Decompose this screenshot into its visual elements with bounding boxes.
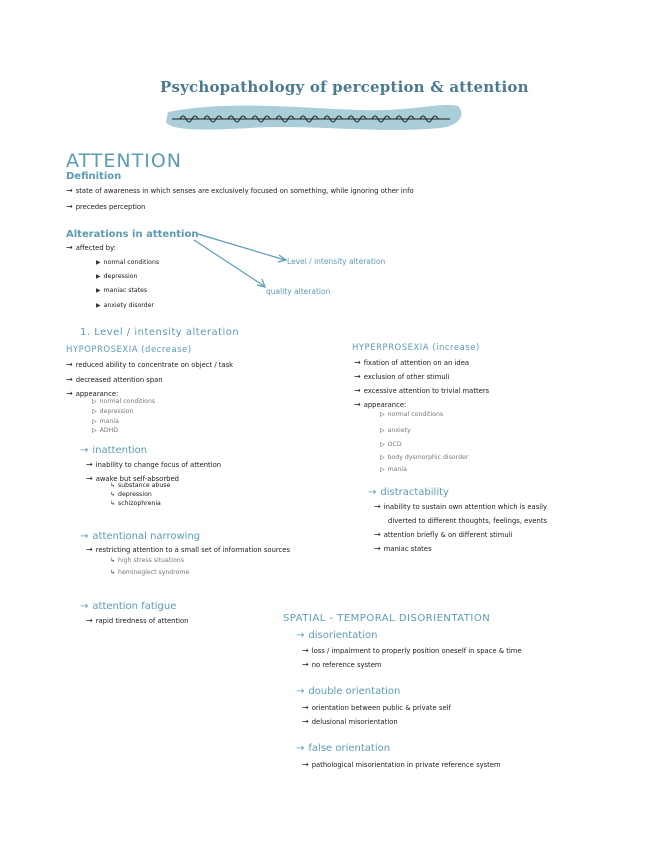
distract-item-text: maniac states: [383, 545, 432, 553]
subarrow-icon: ↳: [110, 557, 116, 564]
disorientation-item: [302, 646, 522, 656]
hypo-item-text: appearance:: [75, 390, 119, 398]
triangle-bullet-icon: ▷: [380, 411, 385, 418]
false-item: [302, 760, 501, 770]
arrow-icon: →: [66, 186, 73, 195]
list-item-text: maniac states: [103, 287, 148, 294]
hyper-appearance-item: [380, 426, 411, 436]
triangle-bullet-icon: ▷: [380, 466, 385, 473]
arrow-icon: →: [374, 502, 381, 511]
definition-label: Definition: [66, 171, 122, 182]
triangle-bullet-icon: ▶: [96, 287, 101, 294]
distractability-label: [368, 487, 449, 498]
triangle-bullet-icon: ▶: [96, 273, 101, 280]
distract-item-text: attention briefly & on different stimuli: [383, 531, 513, 539]
arrow-icon: →: [302, 717, 309, 726]
list-item-text: depression: [103, 273, 138, 280]
arrow-icon: →: [296, 743, 305, 754]
appearance-text: ADHD: [99, 427, 119, 434]
triangle-bullet-icon: ▷: [380, 454, 385, 461]
section-level-heading: 1. Level / intensity alteration: [80, 327, 240, 338]
arrow-icon: →: [296, 630, 305, 641]
triangle-bullet-icon: ▷: [92, 398, 97, 405]
list-item-text: anxiety disorder: [103, 302, 154, 309]
hyper-item-text: exclusion of other stimuli: [363, 373, 450, 381]
appearance-text: mania: [99, 418, 119, 425]
alterations-label: Alterations in attention: [66, 229, 199, 240]
inattention-sub: [110, 499, 161, 509]
hyper-item-text: appearance:: [363, 401, 407, 409]
hypo-item-text: reduced ability to concentrate on object / task: [75, 361, 234, 369]
arrow-icon: →: [86, 460, 93, 469]
disorientation-label: [296, 630, 377, 641]
distract-item-text: diverted to different thoughts, feelings, events: [388, 517, 548, 525]
triangle-bullet-icon: ▷: [92, 418, 97, 425]
false-orientation-text: false orientation: [308, 743, 391, 754]
subarrow-icon: ↳: [110, 482, 116, 489]
affected-by-text: affected by:: [75, 244, 116, 252]
double-item-text: orientation between public & private self: [311, 704, 451, 712]
double-item: [302, 703, 451, 713]
arrow-icon: →: [86, 616, 93, 625]
arrow-icon: →: [302, 703, 309, 712]
inattention-sub-text: depression: [118, 491, 152, 498]
triangle-bullet-icon: ▶: [96, 259, 101, 266]
narrowing-item: [86, 545, 290, 555]
definition-item: [66, 202, 145, 212]
arrow-icon: →: [302, 660, 309, 669]
arrow-icon: →: [66, 360, 73, 369]
definition-text: state of awareness in which senses are exclusively focused on something, while ignoring other info: [75, 187, 414, 195]
list-item-text: normal conditions: [103, 259, 160, 266]
arrow-icon: →: [296, 686, 305, 697]
hyper-appearance-item: [380, 453, 468, 463]
distract-item: [374, 530, 512, 540]
inattention-item-text: awake but self-absorbed: [95, 475, 179, 483]
disorientation-item: [302, 660, 382, 670]
arrow-icon: →: [80, 601, 89, 612]
hypo-item-text: decreased attention span: [75, 376, 163, 384]
hyperprosexia-heading: HYPERPROSEXIA (increase): [352, 343, 480, 353]
branch-quality: quality alteration: [266, 287, 331, 296]
inattention-sub-text: substance abuse: [118, 482, 171, 489]
arrow-icon: →: [374, 544, 381, 553]
arrow-icon: →: [66, 375, 73, 384]
hyper-appearance-text: body dysmorphic disorder: [387, 454, 469, 461]
attention-heading: ATTENTION: [66, 150, 182, 172]
double-item: [302, 717, 398, 727]
arrow-icon: →: [302, 760, 309, 769]
hyper-item-text: excessive attention to trivial matters: [363, 387, 490, 395]
double-orientation-text: double orientation: [308, 686, 401, 697]
triangle-bullet-icon: ▶: [96, 302, 101, 309]
list-item: [96, 258, 159, 268]
fatigue-label: [80, 601, 176, 612]
decorative-banner: [160, 100, 465, 134]
distract-item-text: inability to sustain own attention which is easily: [383, 503, 548, 511]
hyper-appearance-text: mania: [387, 466, 407, 473]
hyper-appearance-text: OCD: [387, 441, 402, 448]
subarrow-icon: ↳: [110, 569, 116, 576]
distract-item: [374, 502, 547, 512]
subarrow-icon: ↳: [110, 491, 116, 498]
list-item: [96, 272, 137, 282]
definition-text: precedes perception: [75, 203, 146, 211]
narrowing-text: attentional narrowing: [92, 531, 201, 542]
affected-by: [66, 243, 116, 253]
narrowing-sub-text: hemineglect syndrome: [118, 569, 190, 576]
hyper-item: [354, 386, 489, 396]
branch-level: Level / intensity alteration: [287, 257, 386, 266]
double-orientation-label: [296, 686, 400, 697]
spatial-heading: SPATIAL - TEMPORAL DISORIENTATION: [283, 613, 491, 624]
inattention-text: inattention: [92, 445, 148, 456]
definition-item: [66, 186, 414, 196]
hypo-item: [66, 360, 233, 370]
hyper-appearance-text: normal conditions: [387, 411, 444, 418]
arrow-icon: →: [66, 243, 73, 252]
arrow-icon: →: [374, 530, 381, 539]
narrowing-sub: [110, 568, 189, 578]
arrow-icon: →: [302, 646, 309, 655]
appearance-text: depression: [99, 408, 134, 415]
hyper-appearance-item: [380, 440, 402, 450]
false-item-text: pathological misorientation in private reference system: [311, 761, 501, 769]
arrow-icon: →: [354, 358, 361, 367]
appearance-item: [92, 397, 155, 407]
fatigue-item: [86, 616, 188, 626]
fatigue-text: attention fatigue: [92, 601, 177, 612]
disorientation-item-text: no reference system: [311, 661, 382, 669]
inattention-sub-text: schizophrenia: [118, 500, 161, 507]
hyper-item-text: fixation of attention on an idea: [363, 359, 470, 367]
list-item: [96, 286, 147, 296]
hyper-appearance-item: [380, 410, 443, 420]
distract-item: [388, 516, 547, 526]
arrow-icon: →: [86, 545, 93, 554]
arrow-icon: →: [66, 202, 73, 211]
triangle-bullet-icon: ▷: [380, 427, 385, 434]
hyper-item: [354, 372, 449, 382]
arrow-icon: →: [354, 400, 361, 409]
hypo-item: [66, 375, 163, 385]
arrow-icon: →: [368, 487, 377, 498]
arrow-icon: →: [354, 386, 361, 395]
hyper-appearance-text: anxiety: [387, 427, 411, 434]
page-title: Psychopathology of perception & attention: [160, 78, 529, 96]
narrowing-sub-text: high stress situations: [118, 557, 184, 564]
appearance-text: normal conditions: [99, 398, 156, 405]
hyper-appearance-item: [380, 465, 407, 475]
inattention-item: [86, 460, 221, 470]
inattention-item-text: inability to change focus of attention: [95, 461, 222, 469]
narrowing-label: [80, 531, 200, 542]
list-item: [96, 301, 154, 311]
narrowing-sub: [110, 556, 184, 566]
triangle-bullet-icon: ▷: [92, 408, 97, 415]
hyper-item: [354, 358, 469, 368]
hyper-item: [354, 400, 406, 410]
triangle-bullet-icon: ▷: [380, 441, 385, 448]
disorientation-item-text: loss / impairment to properly position oneself in space & time: [311, 647, 522, 655]
triangle-bullet-icon: ▷: [92, 427, 97, 434]
distract-item: [374, 544, 432, 554]
hypoprosexia-heading: HYPOPROSEXIA (decrease): [66, 345, 192, 355]
disorientation-text: disorientation: [308, 630, 378, 641]
distractability-text: distractability: [380, 487, 449, 498]
arrow-icon: →: [66, 389, 73, 398]
arrow-icon: →: [86, 474, 93, 483]
arrow-icon: →: [80, 531, 89, 542]
arrow-icon: →: [354, 372, 361, 381]
fatigue-item-text: rapid tiredness of attention: [95, 617, 189, 625]
inattention-label: [80, 445, 147, 456]
narrowing-item-text: restricting attention to a small set of information sources: [95, 546, 290, 554]
double-item-text: delusional misorientation: [311, 718, 398, 726]
arrow-icon: →: [80, 445, 89, 456]
subarrow-icon: ↳: [110, 500, 116, 507]
appearance-item: [92, 426, 118, 436]
appearance-item: [92, 407, 133, 417]
false-orientation-label: [296, 743, 390, 754]
